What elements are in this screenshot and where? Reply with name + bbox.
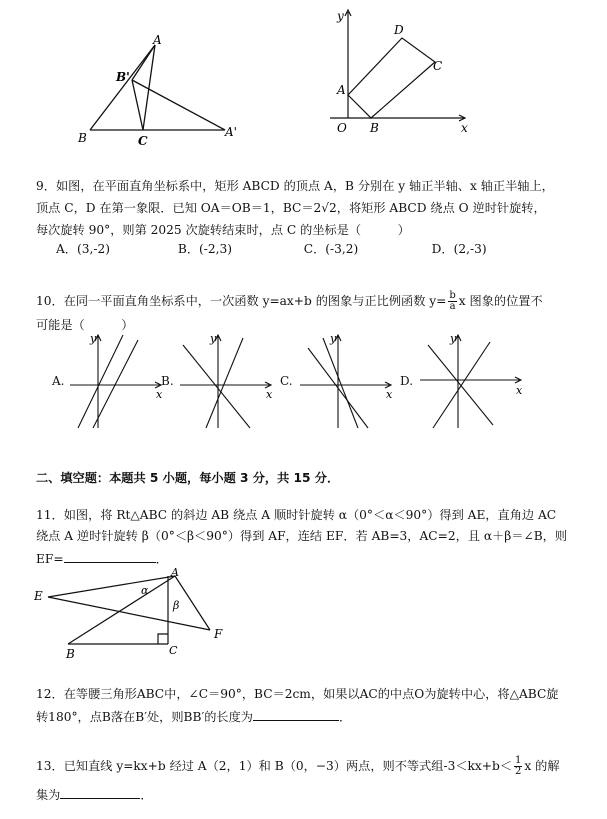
fraction-one-half: $\frac{1}{2}$	[515, 755, 522, 777]
svg-text:x: x	[156, 388, 163, 401]
q9-options	[56, 241, 487, 257]
q11-line-2: 绕点 A 逆时针旋转 β（0°＜β＜90°）得到 AF，连结 EF．若 AB=3，AC=2，且 α＋β＝∠B，则	[36, 529, 568, 543]
q10-graphs	[30, 330, 530, 440]
graph-b-label: B.	[161, 374, 174, 388]
fraction-b-over-a: $\frac{b}{a}$	[449, 290, 456, 312]
label-F: F	[214, 627, 223, 641]
svg-text:y: y	[450, 332, 457, 345]
svg-text:x: x	[516, 384, 523, 397]
graph-b	[178, 330, 278, 430]
graph-c	[298, 330, 398, 430]
graph-a-label: A.	[52, 374, 65, 388]
axis-label-x: x	[461, 121, 468, 135]
q9-option-c: C．(-3,2)	[303, 242, 359, 256]
label-C: C	[433, 59, 443, 73]
axis-label-y: y	[337, 9, 344, 23]
label-O: O	[337, 121, 347, 135]
q12-line-2: 转180°，点B落在B′处，则BB′的长度为 ．	[36, 710, 352, 724]
figure-triangle-rotation	[70, 0, 250, 150]
q10-line-2: 可能是（ ）	[36, 318, 134, 332]
label-C: C	[169, 644, 178, 657]
q9-line-2: 顶点 C，D 在第一象限．已知 OA＝OB＝1，BC＝2√2，将矩形 ABCD 绕点 O 逆时针旋转，	[36, 201, 546, 215]
q12-line-1: 12．在等腰三角形ABC中，∠C＝90°，BC＝2cm，如果以AC的中点O为旋转中心，将△ABC旋	[36, 687, 559, 701]
label-B: B	[78, 131, 87, 145]
graph-d-label: D.	[400, 374, 414, 388]
figure-rectangle-axes	[325, 0, 475, 140]
svg-text:x: x	[266, 388, 273, 401]
label-E: E	[34, 589, 43, 603]
figure-q11	[30, 566, 230, 661]
label-B: B	[66, 647, 75, 661]
label-alpha: α	[141, 584, 149, 597]
q13-line-2: 集为 ．	[36, 788, 153, 802]
q11-line-1: 11．如图，将 Rt△ABC 的斜边 AB 绕点 A 顺时针旋转 α（0°＜α＜90°）得到 AE，直角边 AC	[36, 508, 557, 522]
label-D: D	[394, 23, 404, 37]
label-A: A	[153, 33, 162, 47]
graph-a	[68, 330, 168, 430]
graph-c-label: C.	[280, 374, 293, 388]
label-A: A	[171, 566, 179, 579]
q12-answer-blank[interactable]	[253, 708, 339, 721]
svg-text:x: x	[386, 388, 393, 401]
q9-line-3: 每次旋转 90°，则第 2025 次旋转结束时，点 C 的坐标是（ ）	[36, 223, 410, 237]
q13-answer-blank[interactable]	[60, 786, 140, 799]
label-C: C	[138, 134, 148, 148]
q13-line-1: 13．已知直线 y=kx+b 经过 A（2，1）和 B（0，−3）两点，则不等式组-3＜kx+b＜ $\frac{1}{2}$ x 的解	[36, 755, 560, 777]
label-B: B	[370, 121, 379, 135]
label-A: A	[337, 83, 346, 97]
q9-option-a: A．(3,-2)	[56, 242, 110, 256]
q11-line-3: EF= ．	[36, 552, 168, 566]
q9-option-d: D．(2,-3)	[431, 242, 487, 256]
section-2-heading: 二、填空题：本题共 5 小题，每小题 3 分，共 15 分．	[36, 471, 340, 485]
svg-text:y: y	[210, 332, 217, 345]
label-beta: β	[173, 599, 180, 612]
graph-d	[418, 330, 528, 430]
svg-text:y: y	[90, 332, 97, 345]
q9-line-1: 9．如图，在平面直角坐标系中，矩形 ABCD 的顶点 A，B 分别在 y 轴正半轴、x 轴正半轴上，	[36, 179, 554, 193]
q9-option-b: B．(-2,3)	[177, 242, 233, 256]
q11-answer-blank[interactable]	[64, 550, 156, 563]
svg-text:y: y	[330, 332, 337, 345]
q10-line-1: 10．在同一平面直角坐标系中，一次函数 y=ax+b 的图象与正比例函数 y= $\frac{b}{a}$ x 图象的位置不	[36, 290, 543, 312]
label-A-prime: A'	[225, 125, 237, 139]
label-B-prime: B'	[116, 70, 130, 84]
